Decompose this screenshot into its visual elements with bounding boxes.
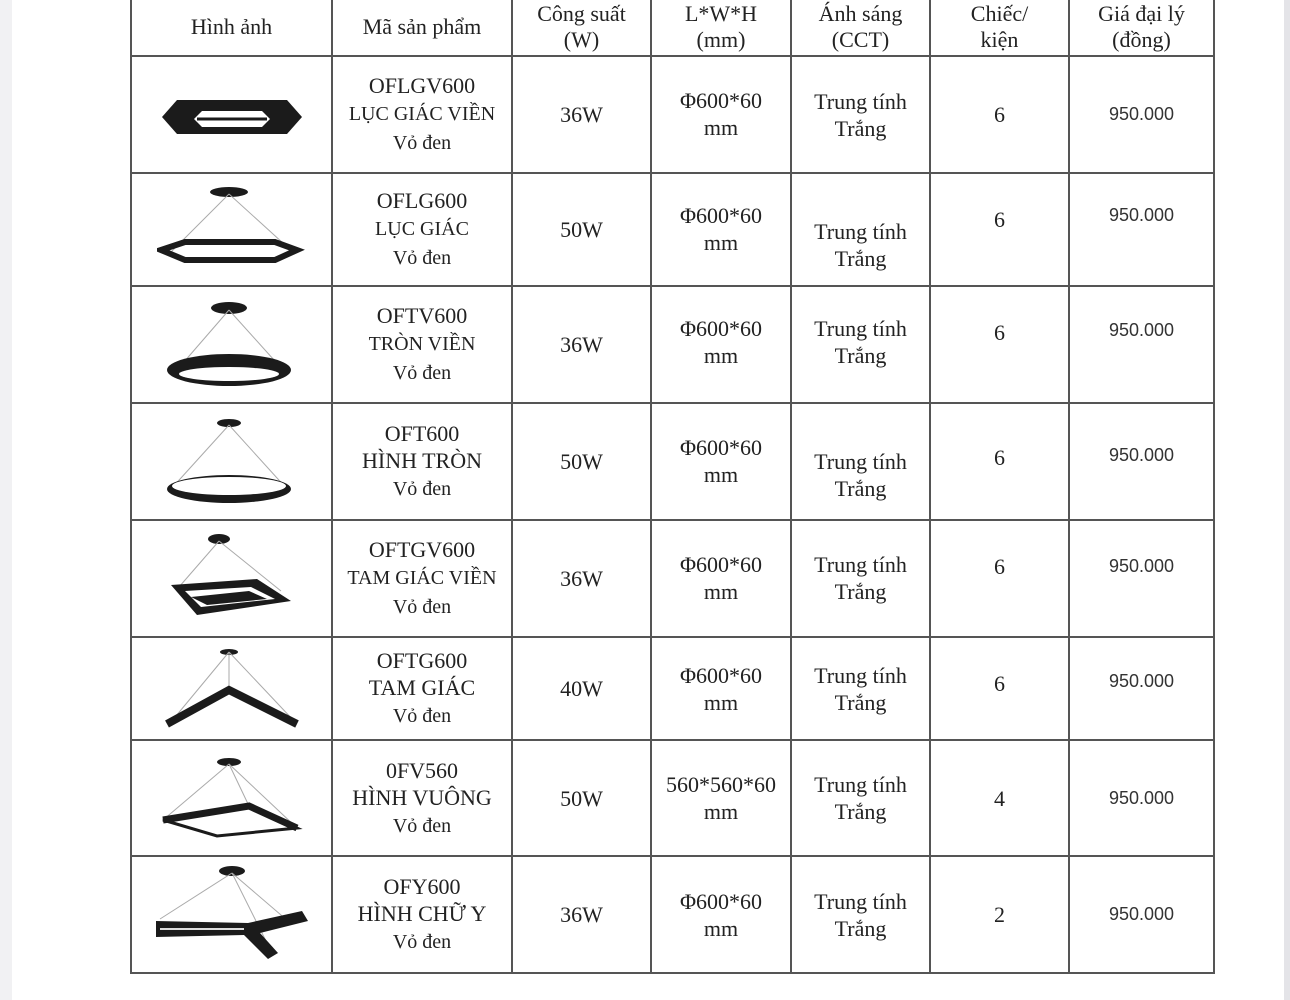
dimension-value: 560*560*60 [666, 772, 776, 797]
y-shape-pendant-lamp-icon [152, 865, 312, 965]
light-line1: Trung tính [814, 552, 907, 577]
dimension-unit: mm [703, 115, 739, 140]
dimension-value: Φ600*60 [679, 88, 763, 113]
pack-cell [930, 286, 1069, 403]
product-name: TRÒN VIỀN [368, 333, 476, 355]
product-shell: Vỏ đen [392, 931, 452, 953]
table-row [131, 173, 1214, 286]
light-line1: Trung tính [814, 663, 907, 688]
dimension-unit: mm [703, 579, 739, 604]
light-line2: Trắng [834, 690, 887, 715]
header-light [791, 0, 930, 56]
power-value: 36W [560, 332, 603, 357]
light-line1: Trung tính [814, 88, 907, 114]
product-image-cell [131, 740, 332, 856]
header-power-line2: (W) [563, 26, 600, 52]
dimension-unit: mm [703, 690, 739, 715]
dimension-cell [651, 173, 791, 286]
table-row [131, 637, 1214, 740]
power-value: 50W [560, 449, 603, 474]
dimension-cell [651, 403, 791, 520]
hexagon-pendant-lamp-icon [157, 184, 307, 276]
product-code: OFLGV600 [368, 73, 476, 98]
product-shell: Vỏ đen [392, 478, 452, 500]
product-shell: Vỏ đen [392, 705, 452, 727]
price-cell [1069, 403, 1214, 520]
power-value: 40W [560, 676, 603, 701]
light-line1: Trung tính [814, 316, 907, 341]
light-line1: Trung tính [814, 772, 907, 797]
product-code-cell [332, 403, 512, 520]
pack-value: 6 [994, 445, 1005, 470]
pack-cell [930, 403, 1069, 520]
dimension-unit: mm [703, 799, 739, 824]
pack-cell [930, 856, 1069, 973]
product-code-cell [332, 520, 512, 637]
header-dim-line1: L*W*H [684, 0, 758, 26]
product-shell: Vỏ đen [392, 247, 452, 269]
product-name: HÌNH TRÒN [362, 448, 482, 473]
table-row [131, 740, 1214, 856]
price-cell [1069, 520, 1214, 637]
power-cell [512, 637, 651, 740]
dimension-unit: mm [703, 343, 739, 368]
pack-value: 2 [994, 902, 1005, 927]
header-image [131, 0, 332, 56]
light-line2: Trắng [834, 799, 887, 824]
header-pack [930, 0, 1069, 56]
header-pack-line2: kiện [980, 26, 1019, 52]
product-image-cell [131, 403, 332, 520]
pack-value: 6 [994, 671, 1005, 696]
dimension-value: Φ600*60 [679, 435, 763, 460]
product-image-cell [131, 56, 332, 173]
light-cell [791, 637, 930, 740]
square-pendant-lamp-icon [157, 756, 307, 840]
price-value: 950.000 [1108, 205, 1175, 225]
header-price-line2: (đồng) [1112, 26, 1171, 52]
hexagon-ring-lamp-icon [157, 85, 307, 145]
table-row [131, 520, 1214, 637]
product-name: TAM GIÁC VIỀN [347, 567, 497, 589]
dimension-value: Φ600*60 [679, 663, 763, 688]
product-image-cell [131, 173, 332, 286]
light-cell [791, 740, 930, 856]
product-image-cell [131, 856, 332, 973]
product-code: OFTV600 [376, 303, 468, 328]
product-code: OFY600 [383, 874, 461, 899]
product-name: HÌNH CHỮ Y [357, 901, 487, 926]
dimension-cell [651, 286, 791, 403]
product-name: LỤC GIÁC [375, 218, 469, 240]
product-shell: Vỏ đen [392, 596, 452, 618]
table-row [131, 56, 1214, 173]
pack-cell [930, 173, 1069, 286]
header-price-line1: Giá đại lý [1098, 0, 1185, 26]
product-code: 0FV560 [385, 757, 459, 783]
round-pendant-lamp-icon [157, 415, 307, 509]
pack-value: 6 [994, 102, 1005, 127]
pack-value: 6 [994, 320, 1005, 345]
price-cell [1069, 856, 1214, 973]
pack-value: 6 [994, 554, 1005, 579]
light-cell [791, 403, 930, 520]
power-value: 50W [560, 217, 603, 242]
light-line2: Trắng [834, 343, 887, 368]
product-image-cell [131, 520, 332, 637]
table-header-row [131, 0, 1214, 56]
price-value: 950.000 [1108, 671, 1175, 691]
light-cell [791, 56, 930, 173]
header-price [1069, 0, 1214, 56]
product-code-cell [332, 56, 512, 173]
price-value: 950.000 [1108, 556, 1175, 576]
price-value: 950.000 [1108, 904, 1175, 924]
dimension-unit: mm [703, 462, 739, 487]
pack-cell [930, 56, 1069, 173]
header-power-line1: Công suất [537, 0, 626, 26]
price-value: 950.000 [1108, 787, 1175, 808]
pack-cell [930, 637, 1069, 740]
price-cell [1069, 637, 1214, 740]
product-shell: Vỏ đen [392, 814, 452, 837]
round-ring-lamp-icon [157, 298, 307, 392]
price-value: 950.000 [1108, 104, 1175, 124]
product-code-cell [332, 173, 512, 286]
dimension-cell [651, 637, 791, 740]
product-code: OFTGV600 [368, 537, 476, 562]
light-line2: Trắng [834, 115, 887, 141]
product-code-cell [332, 637, 512, 740]
dimension-value: Φ600*60 [679, 888, 763, 914]
product-code: OFTG600 [376, 648, 468, 673]
pack-value: 4 [994, 785, 1005, 811]
power-cell [512, 286, 651, 403]
table-row [131, 286, 1214, 403]
table-row [131, 403, 1214, 520]
product-code-cell [332, 286, 512, 403]
header-code-text: Mã sản phẩm [362, 13, 482, 39]
product-name: HÌNH VUÔNG [352, 784, 492, 810]
product-shell: Vỏ đen [392, 132, 452, 154]
price-cell [1069, 173, 1214, 286]
price-cell [1069, 286, 1214, 403]
product-code-cell [332, 856, 512, 973]
price-value: 950.000 [1108, 320, 1175, 340]
product-code: OFLG600 [376, 188, 468, 213]
power-cell [512, 56, 651, 173]
header-dimensions [651, 0, 791, 56]
light-cell [791, 286, 930, 403]
power-value: 36W [560, 102, 603, 127]
power-cell [512, 173, 651, 286]
dimension-unit: mm [703, 915, 739, 941]
triangle-pendant-lamp-icon [157, 646, 307, 732]
page-edge [1284, 0, 1290, 1000]
pack-value: 6 [994, 207, 1005, 232]
light-line1: Trung tính [814, 449, 907, 474]
dimension-unit: mm [703, 230, 739, 255]
power-value: 50W [560, 785, 603, 811]
header-dim-line2: (mm) [696, 26, 746, 52]
price-value: 950.000 [1108, 445, 1175, 465]
product-code-cell [332, 740, 512, 856]
light-line2: Trắng [834, 915, 887, 941]
product-image-cell [131, 286, 332, 403]
power-cell [512, 403, 651, 520]
light-line2: Trắng [834, 579, 887, 604]
dimension-cell [651, 856, 791, 973]
dimension-cell [651, 520, 791, 637]
dimension-value: Φ600*60 [679, 316, 763, 341]
product-code: OFT600 [384, 421, 460, 446]
price-cell [1069, 740, 1214, 856]
power-cell [512, 520, 651, 637]
light-line1: Trung tính [814, 219, 907, 244]
power-value: 36W [560, 566, 603, 591]
product-shell: Vỏ đen [392, 362, 452, 384]
dimension-cell [651, 56, 791, 173]
power-value: 36W [560, 902, 603, 927]
dimension-value: Φ600*60 [679, 203, 763, 228]
header-pack-line1: Chiếc/ [970, 0, 1029, 26]
table-row [131, 856, 1214, 973]
power-cell [512, 856, 651, 973]
light-line1: Trung tính [814, 888, 907, 914]
light-cell [791, 520, 930, 637]
product-name: TAM GIÁC [368, 675, 476, 700]
pack-cell [930, 740, 1069, 856]
dimension-cell [651, 740, 791, 856]
triangle-ring-lamp-icon [157, 531, 307, 627]
header-light-line1: Ánh sáng [818, 0, 903, 26]
product-image-cell [131, 637, 332, 740]
header-light-line2: (CCT) [831, 26, 890, 52]
header-image-text: Hình ảnh [190, 13, 273, 39]
price-cell [1069, 56, 1214, 173]
header-power [512, 0, 651, 56]
pack-cell [930, 520, 1069, 637]
header-code [332, 0, 512, 56]
power-cell [512, 740, 651, 856]
price-table [130, 0, 1215, 974]
light-cell [791, 856, 930, 973]
light-line2: Trắng [834, 476, 887, 501]
light-line2: Trắng [834, 246, 887, 271]
product-name: LỤC GIÁC VIỀN [348, 103, 496, 125]
light-cell [791, 173, 930, 286]
dimension-value: Φ600*60 [679, 552, 763, 577]
